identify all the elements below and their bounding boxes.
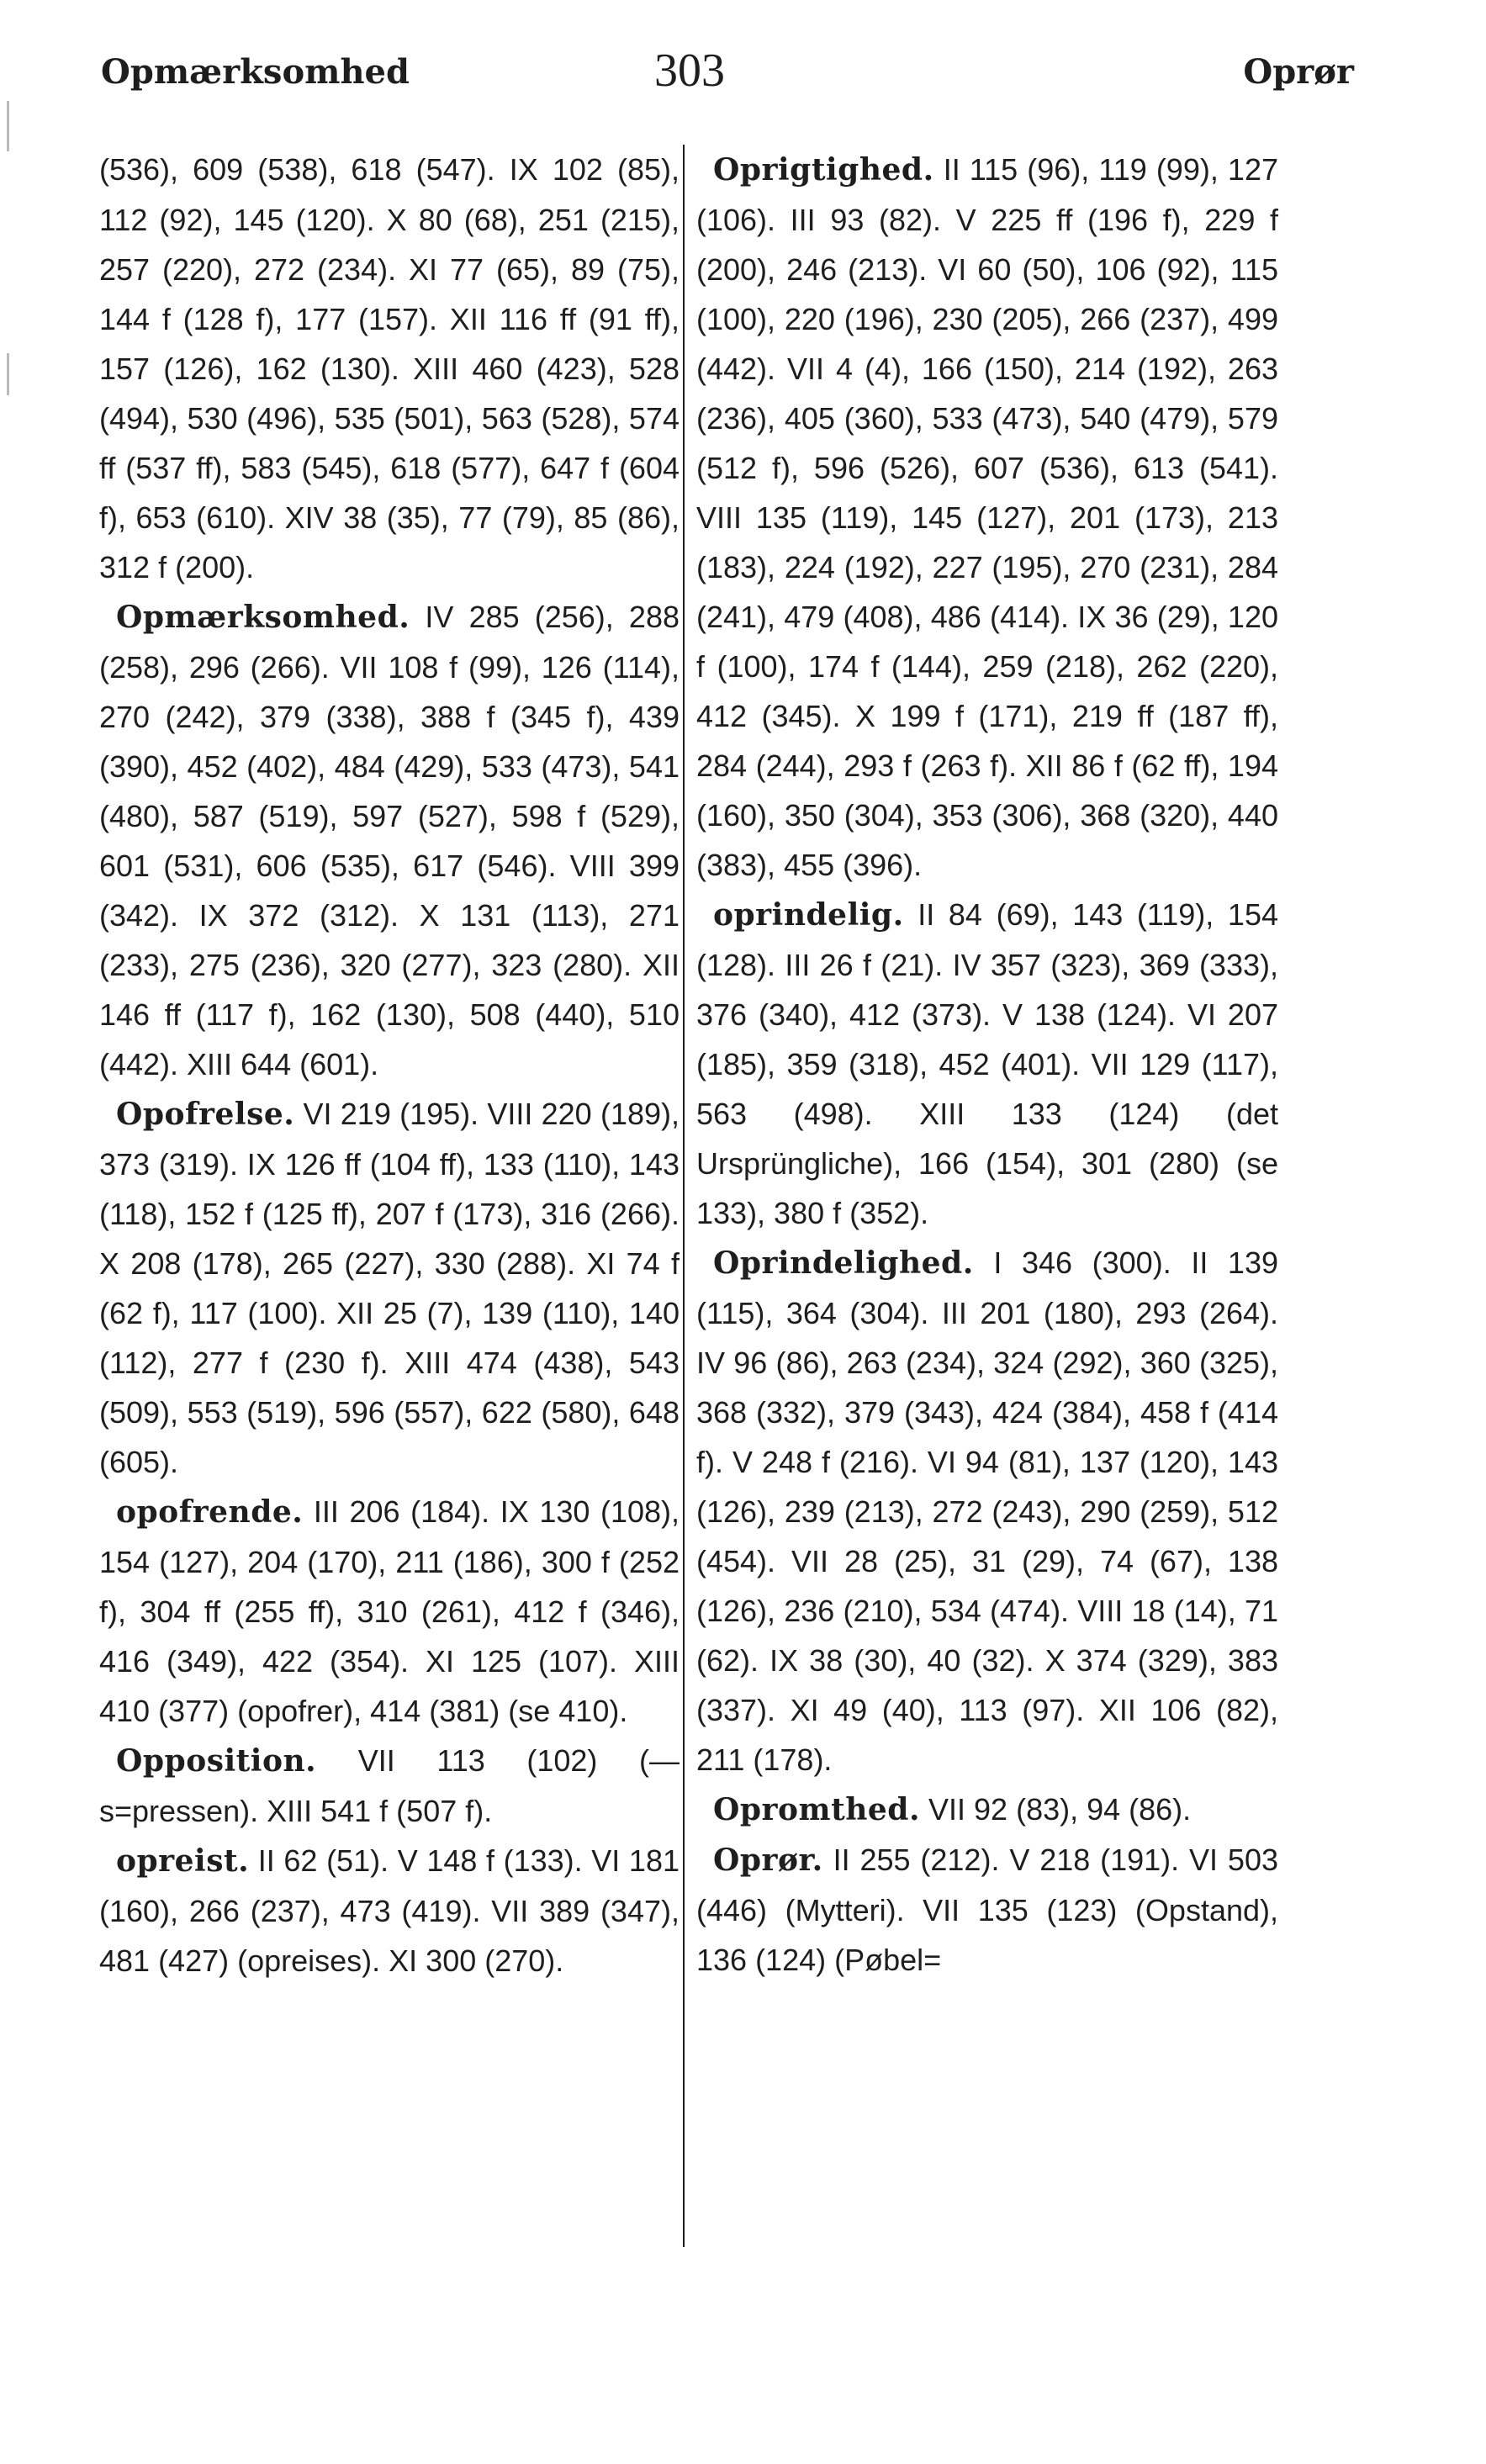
index-entry <box>696 890 1278 1238</box>
index-entry <box>99 145 680 592</box>
entry-headword: oprindelig. <box>713 897 904 933</box>
margin-mark <box>7 101 9 151</box>
entry-headword: Opmærksomhed. <box>116 600 410 635</box>
running-head-right: Oprør <box>1243 52 1354 92</box>
index-entry <box>99 1487 680 1736</box>
index-entry <box>99 1089 680 1487</box>
right-column <box>696 145 1278 1985</box>
entry-headword: opofrende. <box>116 1494 304 1530</box>
entry-headword: opreist. <box>116 1843 250 1879</box>
entry-headword: Opofrelse. <box>116 1097 295 1132</box>
entry-references: (536), 609 (538), 618 (547). IX 102 (85), 112 (92), 145 (120). X 80 (68), 251 (215), 257 (220), 272 (234). XI 77 (65), 89 (75), 144 f (128 f), 177 (157). XII 116 ff (91 ff), 157 (126), 162 (130). XIII 460 (423), 528 (494), 530 (496), 535 (501), 563 (528), 574 ff (537 ff), 583 (545), 618 (577), 647 f (604 f), 653 (610). XIV 38 (35), 77 (79), 85 (86), 312 f (200). <box>99 152 680 584</box>
index-entry <box>696 1835 1278 1985</box>
entry-headword: Opromthed. <box>713 1792 921 1827</box>
entry-headword: Oprindelighed. <box>713 1245 974 1281</box>
index-entry <box>99 1736 680 1836</box>
index-entry <box>696 145 1278 890</box>
entry-references: III 206 (184). IX 130 (108), 154 (127), 204 (170), 211 (186), 300 f (252 f), 304 ff (255 ff), 310 (261), 412 f (346), 416 (349), 422 (354). XI 125 (107). XIII 410 (377) (opofrer), 414 (381) (se 410). <box>99 1494 680 1728</box>
entry-references: IV 285 (256), 288 (258), 296 (266). VII 108 f (99), 126 (114), 270 (242), 379 (338), 388 f (345 f), 439 (390), 452 (402), 484 (429), 533 (473), 541 (480), 587 (519), 597 (527), 598 f (529), 601 (531), 606 (535), 617 (546). VIII 399 (342). IX 372 (312). X 131 (113), 271 (233), 275 (236), 320 (277), 323 (280). XII 146 ff (117 f), 162 (130), 508 (440), 510 (442). XIII 644 (601). <box>99 600 680 1081</box>
margin-mark <box>7 353 9 395</box>
running-head-left: Opmærksomhed <box>101 52 410 92</box>
entry-headword: Oprigtighed. <box>713 152 934 188</box>
entry-references: VII 92 (83), 94 (86). <box>920 1792 1192 1827</box>
index-entry <box>696 1238 1278 1785</box>
column-divider <box>683 145 685 2247</box>
entry-references: II 62 (51). V 148 f (133). VI 181 (160), 266 (237), 473 (419). VII 389 (347), 481 (427) (opreises). XI 300 (270). <box>99 1843 680 1978</box>
entry-headword: Opposition. <box>116 1743 317 1779</box>
entry-references: II 115 (96), 119 (99), 127 (106). III 93 (82). V 225 ff (196 f), 229 f (200), 246 (213). VI 60 (50), 106 (92), 115 (100), 220 (196), 230 (205), 266 (237), 499 (442). VII 4 (4), 166 (150), 214 (192), 263 (236), 405 (360), 533 (473), 540 (479), 579 (512 f), 596 (526), 607 (536), 613 (541). VIII 135 (119), 145 (127), 201 (173), 213 (183), 224 (192), 227 (195), 270 (231), 284 (241), 479 (408), 486 (414). IX 36 (29), 120 f (100), 174 f (144), 259 (218), 262 (220), 412 (345). X 199 f (171), 219 ff (187 ff), 284 (244), 293 f (263 f). XII 86 f (62 ff), 194 (160), 350 (304), 353 (306), 368 (320), 440 (383), 455 (396). <box>696 152 1278 882</box>
entry-references: II 255 (212). V 218 (191). VI 503 (446) (Mytteri). VII 135 (123) (Opstand), 136 (124) (Pøbel= <box>696 1843 1278 1977</box>
entry-references: VII 113 (102) (—s=pressen). XIII 541 f (507 f). <box>99 1743 680 1828</box>
entry-references: VI 219 (195). VIII 220 (189), 373 (319). IX 126 ff (104 ff), 133 (110), 143 (118), 152 f (125 ff), 207 f (173), 316 (266). X 208 (178), 265 (227), 330 (288). XI 74 f (62 f), 117 (100). XII 25 (7), 139 (110), 140 (112), 277 f (230 f). XIII 474 (438), 543 (509), 553 (519), 596 (557), 622 (580), 648 (605). <box>99 1097 680 1479</box>
entry-headword: Oprør. <box>713 1843 823 1878</box>
page-number: 303 <box>654 45 725 97</box>
index-entry <box>99 592 680 1089</box>
entry-references: II 84 (69), 143 (119), 154 (128). III 26 f (21). IV 357 (323), 369 (333), 376 (340), 412 (373). V 138 (124). VI 207 (185), 359 (318), 452 (401). VII 129 (117), 563 (498). XIII 133 (124) (det Ursprüngliche), 166 (154), 301 (280) (se 133), 380 f (352). <box>696 897 1278 1230</box>
page-header <box>101 44 1354 103</box>
entry-references: I 346 (300). II 139 (115), 364 (304). III 201 (180), 293 (264). IV 96 (86), 263 (234), 324 (292), 360 (325), 368 (332), 379 (343), 424 (384), 458 f (414 f). V 248 f (216). VI 94 (81), 137 (120), 143 (126), 239 (213), 272 (243), 290 (259), 512 (454). VII 28 (25), 31 (29), 74 (67), 138 (126), 236 (210), 534 (474). VIII 18 (14), 71 (62). IX 38 (30), 40 (32). X 374 (329), 383 (337). XI 49 (40), 113 (97). XII 106 (82), 211 (178). <box>696 1245 1278 1777</box>
left-column <box>99 145 680 1985</box>
index-entry <box>99 1836 680 1985</box>
index-entry <box>696 1785 1278 1835</box>
